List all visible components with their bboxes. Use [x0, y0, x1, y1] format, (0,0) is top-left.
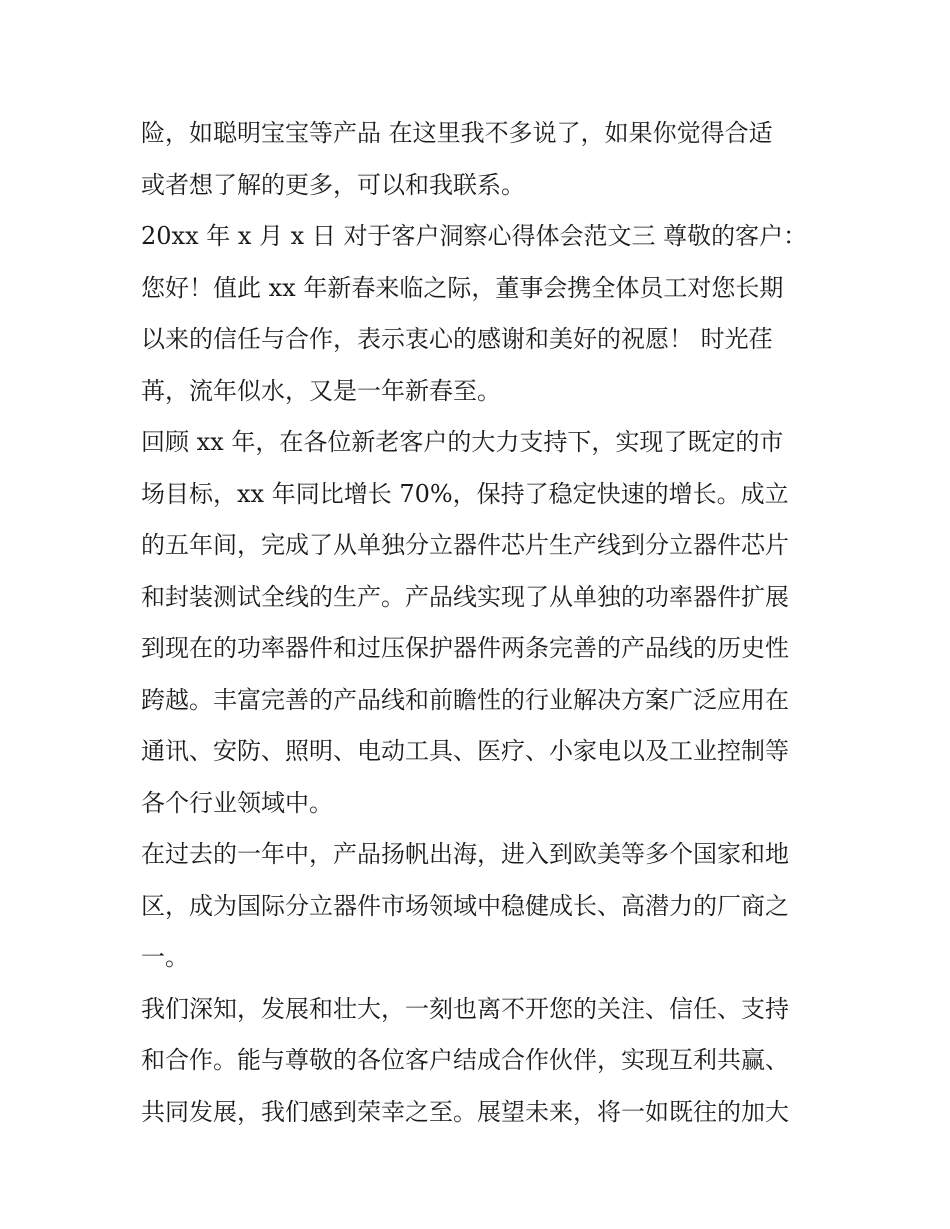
text-line: 一。: [141, 943, 189, 971]
text-line: 的五年间，完成了从单独分立器件芯片生产线到分立器件芯片: [141, 531, 789, 559]
text-line: 20xx 年 x 月 x 日 对于客户洞察心得体会范文三 尊敬的客户：: [141, 222, 808, 250]
text-line: 区，成为国际分立器件市场领域中稳健成长、高潜力的厂商之: [141, 891, 789, 920]
text-line: 险，如聪明宝宝等产品 在这里我不多说了，如果你觉得合适: [141, 119, 773, 147]
text-line: 您好！值此 xx 年新春来临之际，董事会携全体员工对您长期: [141, 273, 784, 302]
text-line: 共同发展，我们感到荣幸之至。展望未来，将一如既往的加大: [141, 1097, 789, 1126]
text-line: 和封装测试全线的生产。产品线实现了从单独的功率器件扩展: [141, 582, 789, 611]
text-line: 各个行业领域中。: [141, 788, 333, 817]
text-line: 到现在的功率器件和过压保护器件两条完善的产品线的历史性: [141, 634, 789, 662]
text-line: 通讯、安防、照明、电动工具、医疗、小家电以及工业控制等: [141, 737, 789, 765]
text-line: 苒，流年似水，又是一年新春至。: [141, 376, 501, 405]
text-line: 和合作。能与尊敬的各位客户结成合作伙伴，实现互利共赢、: [141, 1046, 789, 1074]
text-line: 我们深知，发展和壮大，一刻也离不开您的关注、信任、支持: [141, 994, 789, 1023]
text-line: 场目标，xx 年同比增长 70%，保持了稳定快速的增长。成立: [141, 479, 789, 508]
text-line: 在过去的一年中，产品扬帆出海，进入到欧美等多个国家和地: [141, 840, 789, 868]
text-line: 回顾 xx 年，在各位新老客户的大力支持下，实现了既定的市: [141, 428, 784, 456]
text-line: 以来的信任与合作，表示衷心的感谢和美好的祝愿！ 时光荏: [141, 325, 773, 353]
document-body: [141, 108, 821, 1138]
text-line: 跨越。丰富完善的产品线和前瞻性的行业解决方案广泛应用在: [141, 685, 789, 714]
text-line: 或者想了解的更多，可以和我联系。: [141, 170, 525, 199]
